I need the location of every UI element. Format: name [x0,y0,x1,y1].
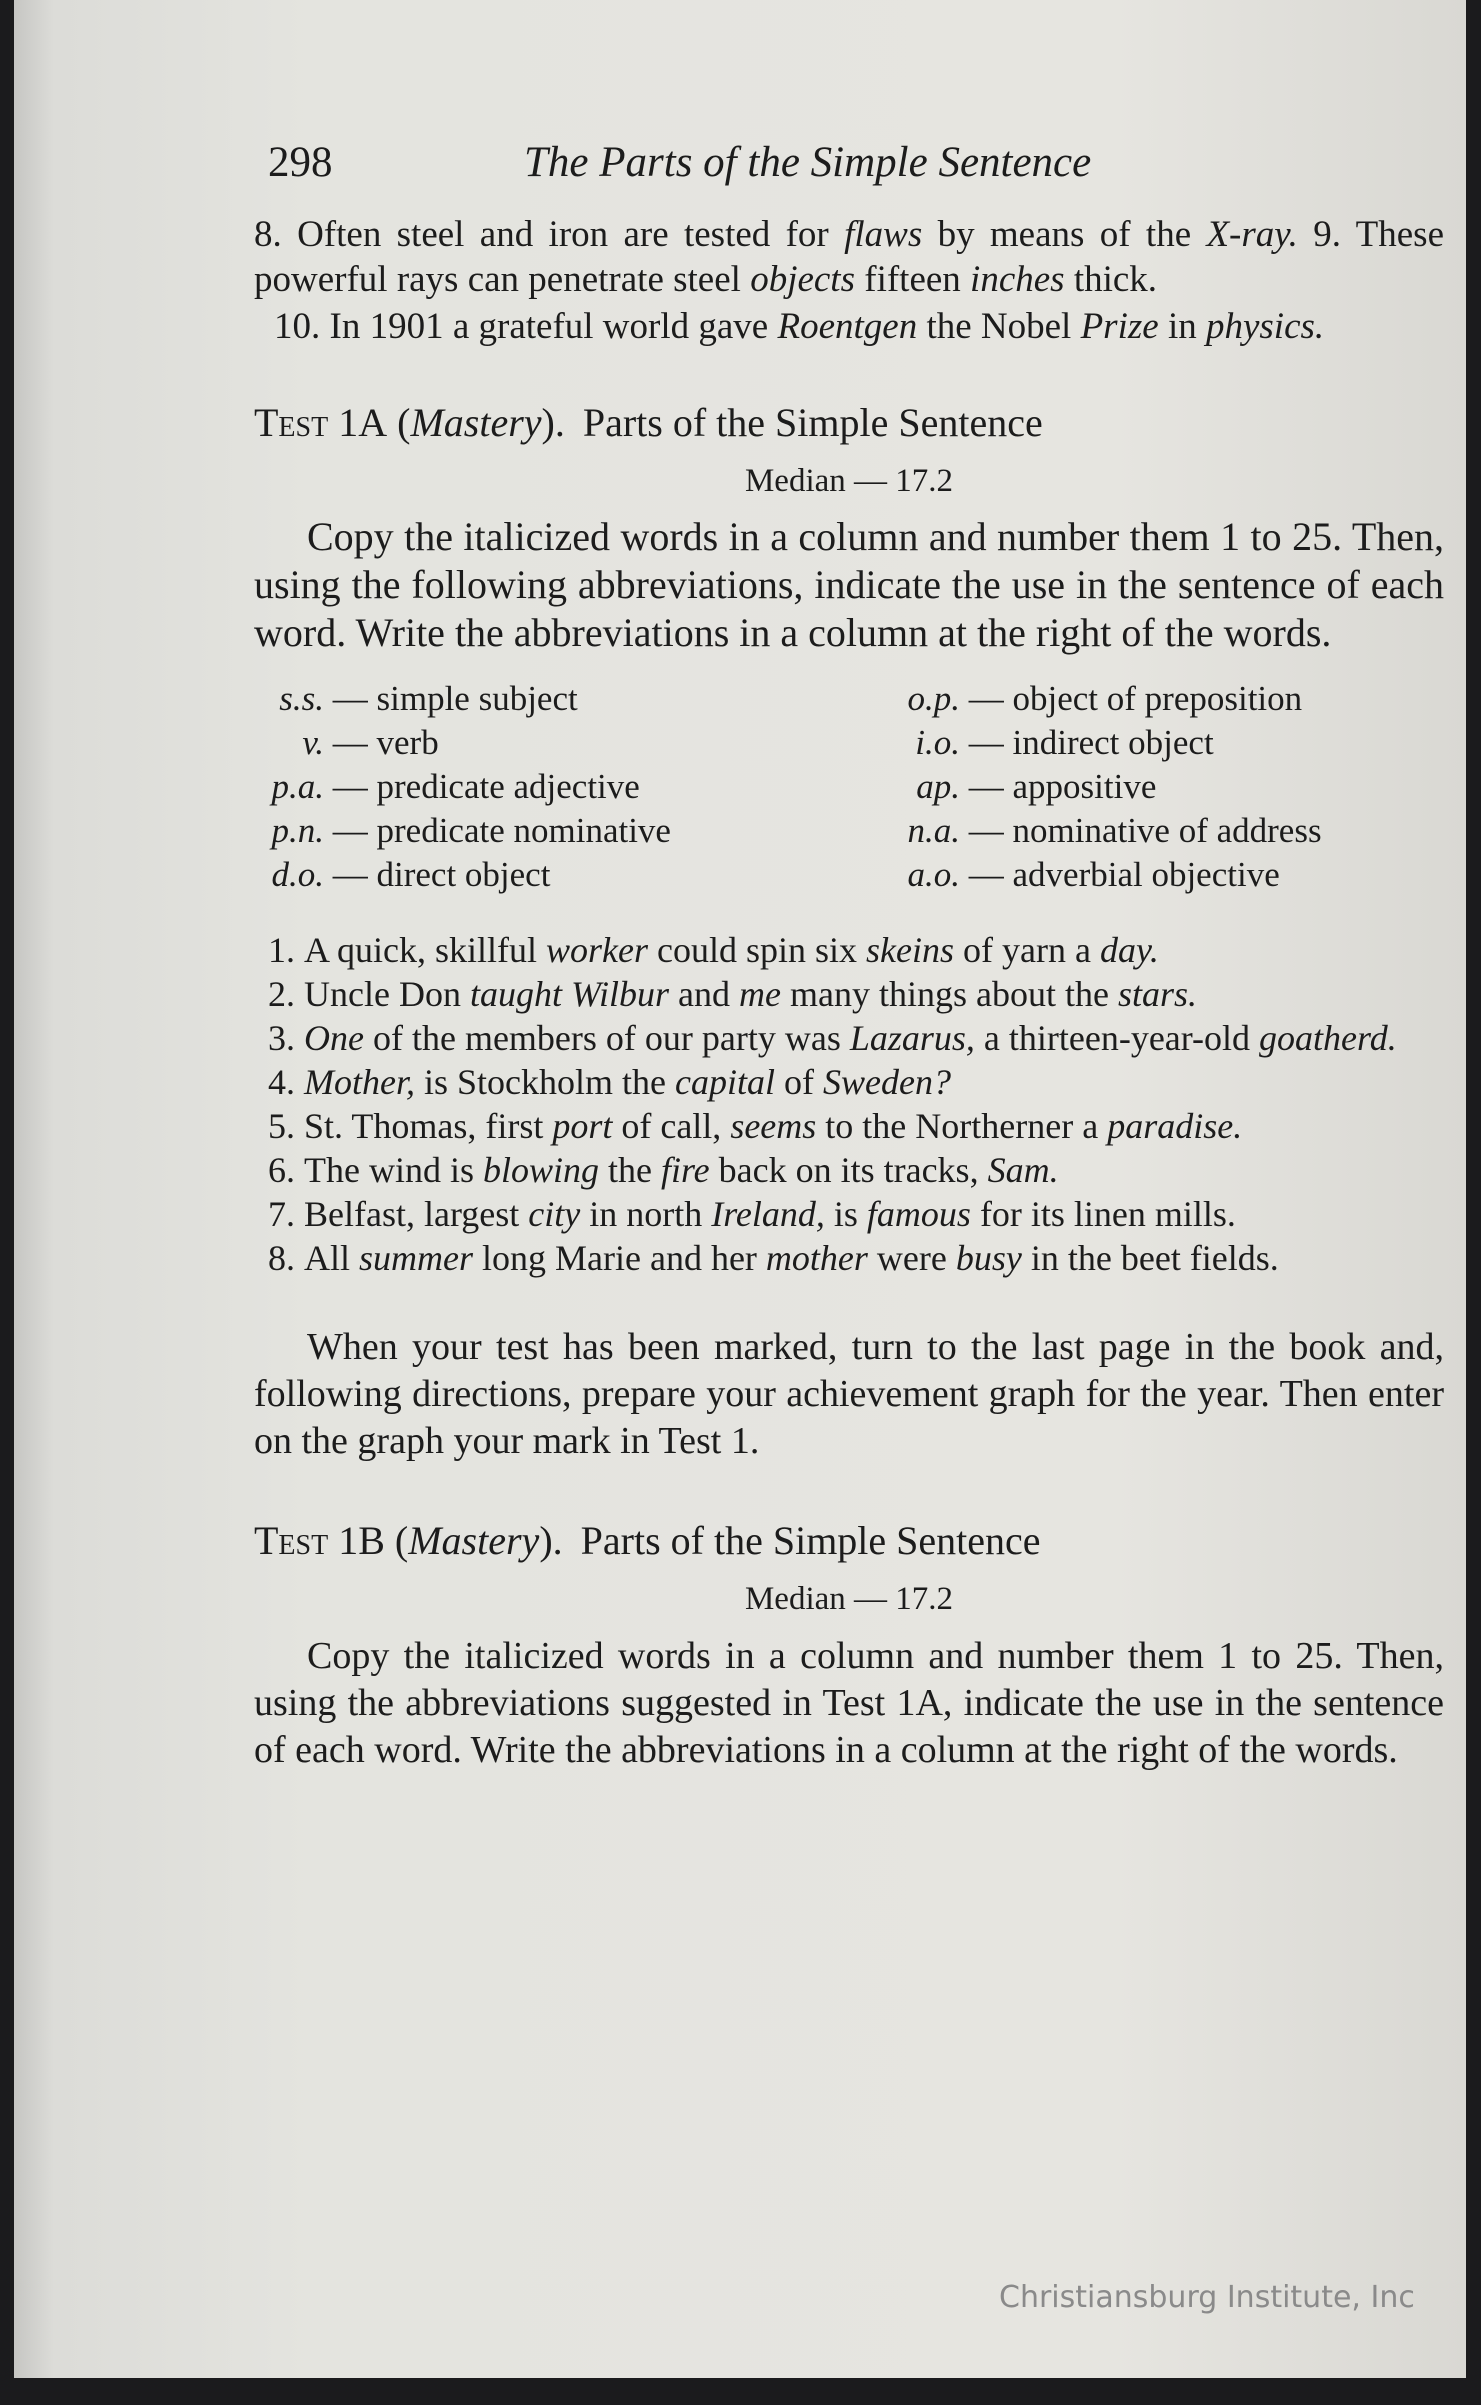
text-run: 9. These powerful rays can penetrate steel [254,214,1444,300]
abbreviation-entry: v. — verb [302,723,439,762]
page-number: 298 [268,139,333,186]
test-item: 7. Belfast, largest city in north Ireland, is famous for its linen mills. [268,1194,1236,1234]
text-run: by means of the [922,214,1207,255]
test-1b-instructions: Copy the italicized words in a column and number them 1 to 25. Then, using the abbreviations suggested in Test 1A, indicate the use in the sentence of each word. Write the abbreviations in a column at the right of the words. [254,1635,1444,1771]
test-1a-heading [254,399,1444,447]
italic-word: inches [970,259,1065,300]
book-page [14,0,1466,2378]
watermark: Christiansburg Institute, Inc [999,2280,1415,2315]
abbreviation-entry: ap. — appositive [916,767,1157,806]
text-run: ). [541,400,565,445]
achievement-graph-note: When your test has been marked, turn to the last page in the book and, following directions, prepare your achievement graph for the year. Then enter on the graph your mark in Test 1. [254,1326,1444,1462]
test-item: 1. A quick, skillful worker could spin six skeins of yarn a day. [268,930,1159,970]
carry-over-paragraph [254,212,1444,302]
test-item: 4. Mother, is Stockholm the capital of Sweden? [268,1062,951,1102]
test-title: Parts of the Simple Sentence [580,1518,1041,1563]
abbreviation-entry: a.o. — adverbial objective [907,855,1280,894]
test-1b-median: Median — 17.2 [744,1581,954,1617]
test-item: 6. The wind is blowing the fire back on its tracks, Sam. [268,1150,1059,1190]
text-run: thick. [1064,259,1158,300]
sentence-10 [254,304,1444,349]
italic-word: Prize [1080,306,1159,347]
test-1b-heading [254,1517,1444,1565]
italic-word: Roentgen [777,306,918,347]
abbreviation-entry: p.a. — predicate adjective [271,767,640,806]
text-run: ( [387,400,411,445]
text-run: ). [539,1518,563,1563]
abbreviation-table [254,677,1444,910]
test-item: 3. One of the members of our party was Lazarus, a thirteen-year-old goatherd. [268,1018,1397,1058]
mastery-label: Mastery [408,1518,540,1563]
abbreviation-entry: p.n. — predicate nominative [271,811,671,850]
text-run: 8. Often steel and iron are tested for [254,214,845,255]
test-1a-items [254,928,1444,1280]
test-1a-instructions: Copy the italicized words in a column and number them 1 to 25. Then, using the following abbreviations, indicate the use in the sentence of each word. Write the abbreviations in a column at the right of the words. [254,514,1444,655]
text-run: the Nobel [917,306,1081,347]
test-label: Test 1B [254,1518,385,1563]
test-1a-median: Median — 17.2 [744,463,954,499]
abbreviation-entry: n.a. — nominative of address [907,811,1322,850]
text-column [254,138,1444,1774]
abbreviation-entry: i.o. — indirect object [915,723,1214,762]
mastery-label: Mastery [410,400,542,445]
text-run: ( [384,1518,409,1563]
test-item: 8. All summer long Marie and her mother were busy in the beet fields. [268,1238,1279,1278]
abbreviation-entry: d.o. — direct object [271,855,551,894]
abbreviation-entry: s.s. — simple subject [279,679,578,718]
italic-word: physics. [1205,306,1325,347]
test-label: Test 1A [254,400,388,445]
test-item: 2. Uncle Don taught Wilbur and me many things about the stars. [268,974,1197,1014]
italic-word: flaws [844,214,923,255]
italic-word: X-ray. [1206,214,1298,255]
italic-word: objects [750,259,855,300]
test-item: 5. St. Thomas, first port of call, seems to the Northerner a paradise. [268,1106,1243,1146]
text-run: fifteen [855,259,971,300]
text-run: in [1158,306,1206,347]
running-title: The Parts of the Simple Sentence [524,139,1092,186]
running-head [254,138,1444,200]
test-title: Parts of the Simple Sentence [582,400,1043,445]
abbreviation-entry: o.p. — object of preposition [907,679,1303,718]
text-run: 10. In 1901 a grateful world gave [274,306,778,347]
